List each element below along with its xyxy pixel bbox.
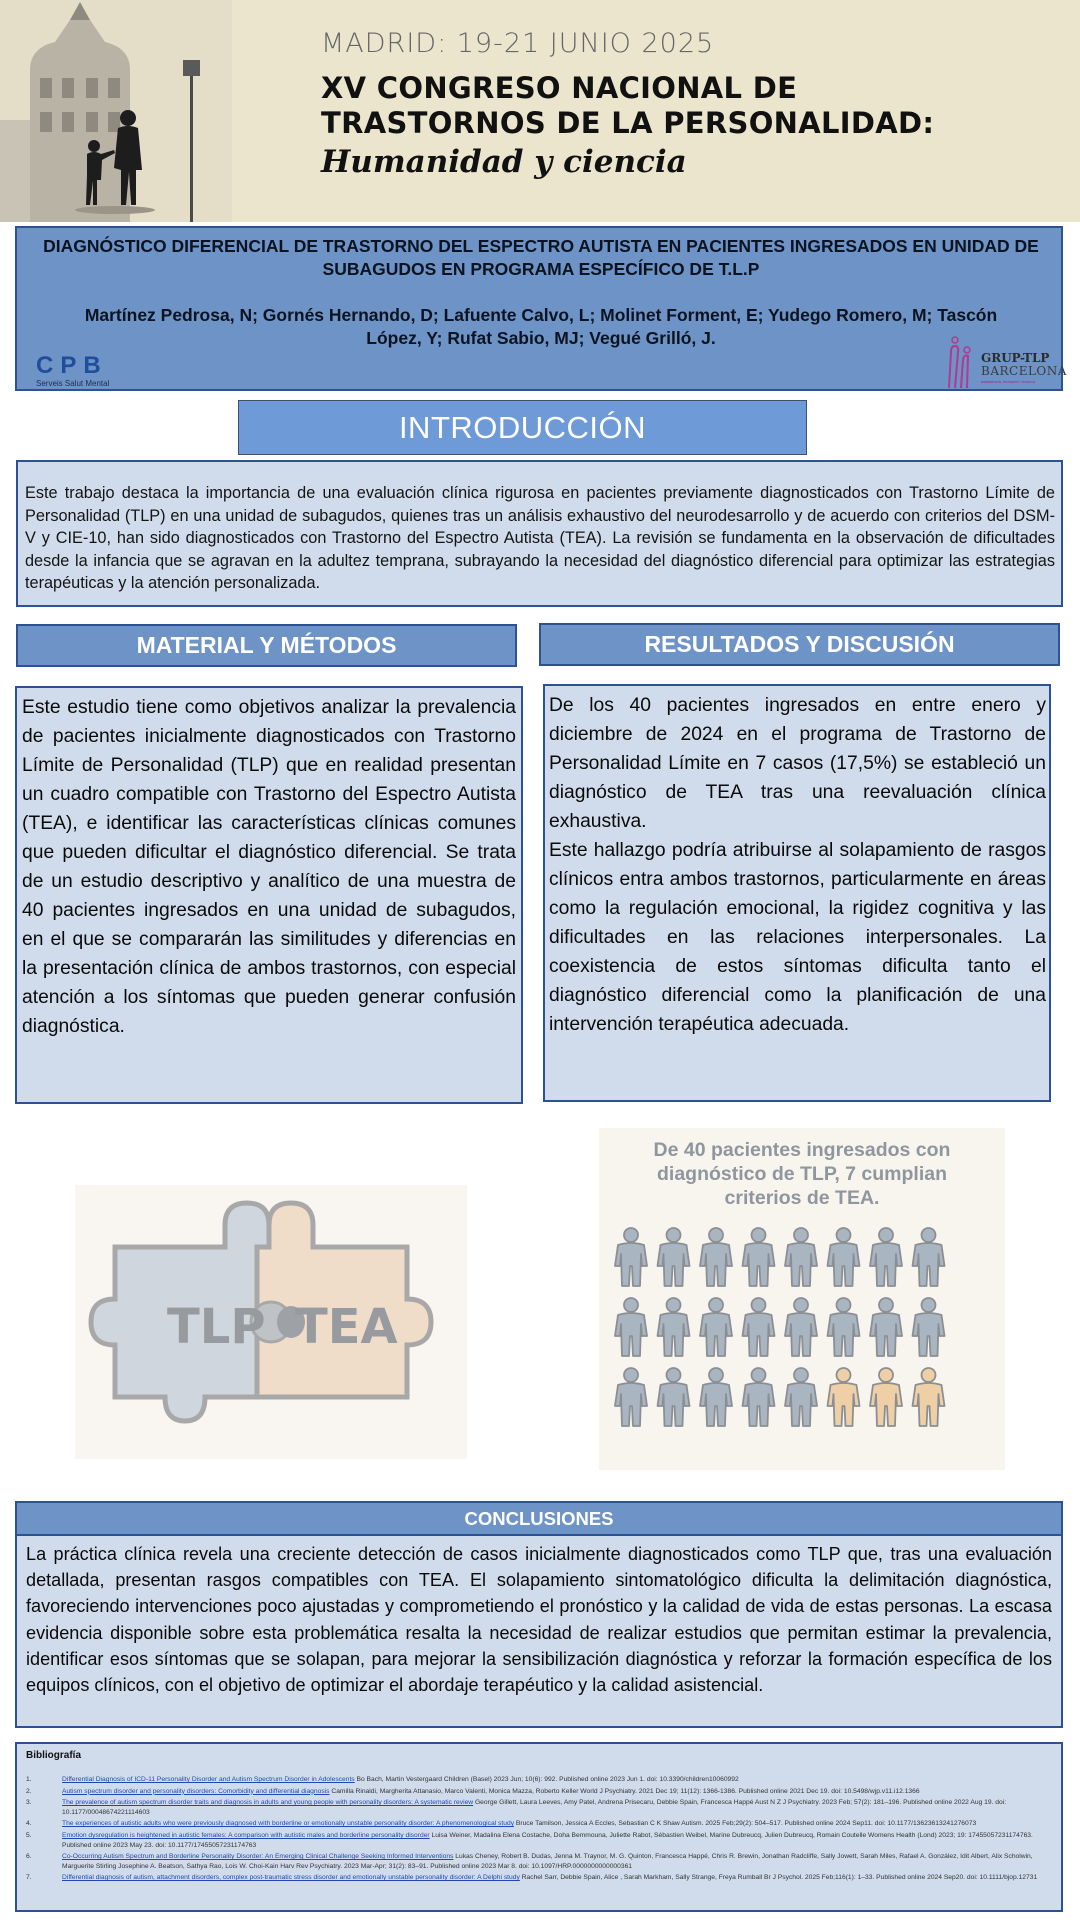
person-icon (615, 1368, 647, 1426)
methods-heading: MATERIAL Y MÉTODOS (136, 632, 397, 658)
reference-item (26, 1831, 1052, 1850)
person-icon (615, 1298, 647, 1356)
reference-link[interactable]: Autism spectrum disorder and personality disorders: Comorbidity and differential diagnosis (62, 1787, 330, 1795)
reference-number: 5. (26, 1831, 32, 1839)
person-icon (785, 1298, 817, 1356)
congress-date: MADRID: 19-21 JUNIO 2025 (321, 28, 715, 59)
person-icon (700, 1368, 732, 1426)
grup-tlp-tagline: assistència, formació i recerca (981, 379, 1035, 384)
poster-title: DIAGNÓSTICO DIFERENCIAL DE TRASTORNO DEL ESPECTRO AUTISTA EN PACIENTES INGRESADOS EN UNIDAD DE SUBAGUDOS EN PROGRAMA ESPECÍFICO DE T.L.P (43, 236, 1039, 279)
congress-title-line1: XV CONGRESO NACIONAL DE (321, 71, 798, 105)
puzzle-pieces-graphic (75, 1185, 467, 1459)
person-icon (658, 1368, 690, 1426)
cpb-logo (36, 352, 109, 388)
grup-tlp-city: BARCELONA (981, 364, 1067, 378)
bibliography-box (15, 1742, 1063, 1912)
puzzle-figure (75, 1185, 467, 1459)
reference-link[interactable]: The experiences of autistic adults who were previously diagnosed with borderline or emotionally unstable personality disorder: A phenomenological study (62, 1820, 515, 1828)
reference-details: Rachel Sarr, Debbie Spain, Alice , Sarah Markham, Sally Strange, Freya Rumball Br J Psychol. 2025 Feb;116(1): 1–33. Published online 2024 Sep20. doi: 10.1111/bjop.12731 (519, 1874, 1038, 1882)
person-icon (658, 1228, 690, 1286)
patients-infographic (599, 1128, 1005, 1470)
conclusions-box (15, 1536, 1063, 1728)
reference-item (26, 1852, 1052, 1871)
reference-item (26, 1798, 1052, 1817)
introduction-box (16, 460, 1063, 607)
grup-tlp-name: GRUP-TLP (981, 351, 1050, 365)
patients-icon-grid (599, 1220, 1005, 1460)
reference-details: Lukas Cheney, Robert B. Dudas, Jenna M. Traynor, M. G. Quinton, Francesca Happé, Chris R. Brewin, Jonathan Radcliffe, Sally Jowett, Sarah Miles, Rafael A. González, Idit Albert, Alix Scholwin, Marguerite Stirling Josephine A. Beatson, Sathya Rao, Lois W. Choi-Kain Harv Rev Psychiatry. 2023 Mar-Apr; 31(2): 83–91. Published online 2023 Mar 8. doi: 10.1097/HRP.0000000000000361 (62, 1853, 1033, 1870)
methods-box (15, 686, 523, 1104)
congress-subtitle: Humanidad y ciencia (321, 144, 687, 180)
reference-item (26, 1873, 1052, 1883)
reference-number: 1. (26, 1776, 32, 1783)
person-icon (615, 1228, 647, 1286)
cpb-logo-letters: CPB (36, 352, 108, 379)
introduction-heading: INTRODUCCIÓN (398, 409, 647, 445)
reference-number: 3. (26, 1799, 32, 1807)
person-icon (700, 1298, 732, 1356)
results-heading: RESULTADOS Y DISCUSIÓN (644, 631, 955, 657)
person-icon (870, 1228, 902, 1286)
person-icon (828, 1298, 860, 1356)
introduction-header (238, 400, 807, 455)
congress-title-line2: TRASTORNOS DE LA PERSONALIDAD: (321, 106, 935, 140)
conclusions-text: La práctica clínica revela una creciente detección de casos inicialmente diagnosticados como TLP que, tras una evaluación detallada, presentan rasgos compatibles con TEA. El solapamiento sintomatológico dificulta la delimitación diagnóstica, favoreciendo intervenciones poco ajustadas y comprometiendo el pronóstico y la calidad de vida de estas personas. La escasa evidencia disponible sobre esta problemática resalta la necesidad de realizar estudios que permitan estimar la prevalencia, identificar esos síntomas que se solapan, para mejorar la sensibilización diagnóstica y reforzar la formación específica de los equipos clínicos, con el objetivo de optimizar el abordaje terapéutico y la calidad asistencial. (26, 1544, 1052, 1696)
results-paragraph-2: Este hallazgo podría atribuirse al solapamiento de rasgos clínicos entra ambos trastornos, particularmente en áreas como la regulación emocional, la rigidez cognitiva y las dificultades en las relaciones interpersonales. La coexistencia de estos síntomas dificulta tanto el diagnóstico diferencial como la planificación de una intervención terapéutica adecuada. (549, 840, 1046, 1035)
person-icon (913, 1298, 945, 1356)
methods-text: Este estudio tiene como objetivos analizar la prevalencia de pacientes inicialmente diagnosticados con Trastorno Límite de Personalidad (TLP) que en realidad presentan un cuadro compatible con Trastorno del Espectro Autista (TEA), e identificar las características clínicas comunes que pueden dificultar el diagnóstico diferencial. Se trata de un estudio descriptivo y analítico de una muestra de 40 pacientes ingresados en una unidad de subagudos, en el que se compararán las similitudes y diferencias en la presentación clínica de ambos trastornos, con especial atención a los síntomas que pueden generar confusión diagnóstica. (22, 697, 516, 1037)
reference-details: Bruce Tamilson, Jessica A Eccles, Sebastian C K Shaw Autism. 2025 Feb;29(2): 504–517. Published online 2024 Sep11. doi: 10.1177/13623613241276073 (514, 1820, 977, 1828)
madrid-illustration (0, 0, 232, 222)
reference-link[interactable]: The prevalence of autism spectrum disorder traits and diagnosis in adults and young people with personality disorders: A systematic review (62, 1799, 474, 1807)
poster-authors: Martínez Pedrosa, N; Gornés Hernando, D; Lafuente Calvo, L; Molinet Forment, E; Yudego Romero, M; Tascón López, Y; Rufat Sabio, MJ; Vegué Grilló, J. (84, 305, 998, 348)
person-icon (700, 1228, 732, 1286)
reference-link[interactable]: Co-Occurring Autism Spectrum and Borderline Personality Disorder: An Emerging Clinical Challenge Seeking Informed Interventions (62, 1853, 454, 1861)
results-box (543, 684, 1051, 1102)
reference-item (26, 1819, 1052, 1829)
reference-link[interactable]: Emotion dysregulation is heightened in autistic females: A comparison with autistic males and borderline personality disorder (62, 1831, 430, 1839)
conclusions-heading: CONCLUSIONES (464, 1507, 614, 1529)
reference-details: Luisa Weiner, Madalina Elena Costache, Doha Bemmouna, Juliette Rabot, Sébastien Weibel, Marine Dubreucq, Julien Dubreucq, Romain Coutelle Womens Health (Lond) 2023; 19: 17455057231174763. Published online 2023 May 23. doi: 10.1177/17455057231174763 (62, 1831, 1033, 1849)
reference-link[interactable]: Differential diagnosis of autism, attachment disorders, complex post-traumatic stress disorder and emotionally unstable personality disorder: A Delphi study (62, 1874, 520, 1882)
patients-infographic-caption: De 40 pacientes ingresados con diagnóstico de TLP, 7 cumplian criterios de TEA. (653, 1139, 951, 1209)
bibliography-heading: Bibliografía (26, 1750, 82, 1761)
grup-tlp-logo (941, 332, 1067, 388)
reference-link[interactable]: Differential Diagnosis of ICD-11 Personality Disorder and Autism Spectrum Disorder in Adolescents (62, 1776, 355, 1783)
person-icon-tea (870, 1368, 902, 1426)
person-icon (913, 1228, 945, 1286)
reference-number: 6. (26, 1853, 32, 1861)
reference-number: 4. (26, 1820, 32, 1828)
person-icon-tea (913, 1368, 945, 1426)
reference-details: Bo Bach, Martin Vestergaard Children (Basel) 2023 Jun; 10(6): 992. Published online 2023 Jun 1. doi: 10.3390/children10060992 (354, 1776, 739, 1783)
reference-item (26, 1787, 1052, 1797)
reference-details: George Gillett, Laura Leeves, Amy Patel, Andrena Prisecaru, Debbie Spain, Francesca Happé Aust N Z J Psychiatry. 2023 Feb; 57(2): 181–196. Published online 2022 Aug 19. doi: 10.1177/00048674221114603 (62, 1799, 1007, 1816)
person-icon (870, 1298, 902, 1356)
person-icon (743, 1228, 775, 1286)
person-icon (785, 1368, 817, 1426)
reference-details: Camilla Rinaldi, Margherita Attanasio, Marco Valenti, Monica Mazza, Roberto Keller World J Psychiatry. 2021 Dec 19; 11(12): 1366-1386. Published online 2021 Dec 19. doi: 10.5498/wjp.v11.i12.1366 (329, 1787, 920, 1795)
person-icon (658, 1298, 690, 1356)
results-header (539, 623, 1060, 666)
person-icon (828, 1228, 860, 1286)
conclusions-header (15, 1501, 1063, 1536)
person-icon (743, 1368, 775, 1426)
introduction-text: Este trabajo destaca la importancia de una evaluación clínica rigurosa en pacientes previamente diagnosticados con Trastorno Límite de Personalidad (TLP) en una unidad de subagudos, quienes tras un análisis exhaustivo del neurodesarrollo y de acuerdo con criterios del DSM-V y CIE-10, han sido diagnosticados con Trastorno del Espectro Autista (TEA). La revisión se fundamenta en la observación de dificultades desde la infancia que se agravan en la adultez temprana, subrayando la necesidad del diagnóstico diferencial para optimizar las estrategias terapéuticas y la atención personalizada. (25, 484, 1055, 592)
results-paragraph-1: De los 40 pacientes ingresados en entre enero y diciembre de 2024 en el programa de Trastorno de Personalidad Límite en 7 casos (17,5%) se estableció un diagnóstico de TEA tras una reevaluación clínica exhaustiva. (549, 695, 1046, 832)
puzzle-label-tea: TEA (295, 1299, 398, 1355)
reference-number: 7. (26, 1874, 32, 1882)
congress-banner (0, 0, 1080, 222)
methods-header (16, 624, 517, 667)
person-icon-tea (828, 1368, 860, 1426)
reference-number: 2. (26, 1787, 32, 1795)
person-icon (743, 1298, 775, 1356)
puzzle-label-tlp: TLP (167, 1299, 266, 1355)
cpb-logo-caption: Serveis Salut Mental (36, 379, 110, 388)
poster-title-box (15, 226, 1067, 391)
reference-item (26, 1775, 1052, 1785)
person-icon (785, 1228, 817, 1286)
grup-tlp-figures-icon (941, 332, 981, 388)
